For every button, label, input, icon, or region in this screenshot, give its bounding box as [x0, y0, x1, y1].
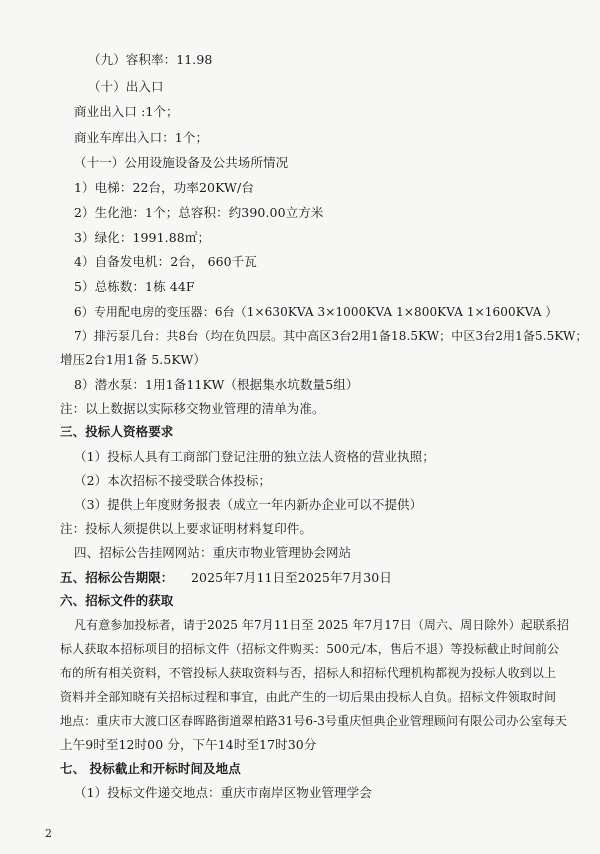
text-line: 商业出入口 :1个； [74, 104, 179, 119]
text-line: 4）自备发电机：2台， 660千瓦 [74, 254, 257, 269]
section-heading: 三、投标人资格要求 [60, 424, 174, 439]
text-line: 标人获取本招标项目的招标文件（招标文件购买：500元/本，售后不退）等投标截止时间前公 [60, 642, 560, 656]
text-line: 资料并全部知晓有关招标过程和事宜，由此产生的一切后果由投标人自负。招标文件领取时间 [60, 690, 557, 704]
text-line: 2）生化池：1个；总容积：约390.00立方米 [74, 205, 324, 220]
text-line: 7）排污泵几台：共8台（均在负四层。其中高区3台2用1备18.5KW；中区3台2用1备5.5KW； [74, 329, 588, 343]
text-line: 上午9时至12时00 分，下午14时至17时30分 [60, 737, 317, 752]
text-line: 注：投标人须提供以上要求证明材料复印件。 [60, 521, 313, 536]
text-line: （九）容积率：11.98 [88, 52, 213, 67]
section-heading: 七、 投标截止和开标时间及地点 [60, 761, 241, 776]
section-heading: 六、招标文件的获取 [60, 593, 174, 608]
text-line: 2025年7月11日至2025年7月30日 [191, 570, 392, 585]
text-line: 凡有意参加投标者，请于2025 年7月11日至 2025 年7月17日（周六、周日除外）起联系招 [74, 618, 570, 632]
text-line: （1）投标人具有工商部门登记注册的独立法人资格的营业执照； [74, 449, 435, 464]
section-heading: 五、招标公告期限： [60, 570, 174, 585]
section-heading: （十一）公用设施设备及公共场所情况 [74, 155, 289, 170]
page-number: 2 [45, 827, 53, 840]
text-line: 1）电梯：22台，功率20KW/台 [74, 180, 254, 195]
text-line: 6）专用配电房的变压器：6台（1×630KVA 3×1000KVA 1×800KVA 1×1600KVA ） [74, 305, 558, 319]
text-line: 布的所有相关资料，不管投标人获取资料与否，招标人和招标代理机构都视为投标人收到以上 [60, 666, 557, 680]
text-line: （3）提供上年度财务报表（成立一年内新办企业可以不提供） [74, 497, 423, 512]
text-line: （十）出入口 [88, 79, 164, 94]
text-line: 注：以上数据以实际移交物业管理的清单为准。 [60, 401, 325, 416]
text-line: 商业车库出入口：1个； [74, 130, 209, 145]
text-line: 3）绿化：1991.88㎡； [74, 230, 211, 245]
text-line: 8）潜水泵：1用1备11KW（根据集水坑数量5组） [74, 377, 359, 392]
text-line: 5）总栋数：1栋 44F [74, 279, 195, 294]
section-heading: 四、招标公告挂网网站：重庆市物业管理协会网站 [74, 545, 352, 560]
text-line: （2）本次招标不接受联合体投标； [74, 473, 272, 488]
text-line: （1）投标文件递交地点：重庆市南岸区物业管理学会 [74, 785, 372, 800]
text-line: 地点：重庆市大渡口区春晖路街道翠柏路31号6-3号重庆恒典企业管理顾问有限公司办公室每天 [60, 714, 567, 728]
text-line: 增压2台1用1备 5.5KW） [60, 352, 206, 367]
